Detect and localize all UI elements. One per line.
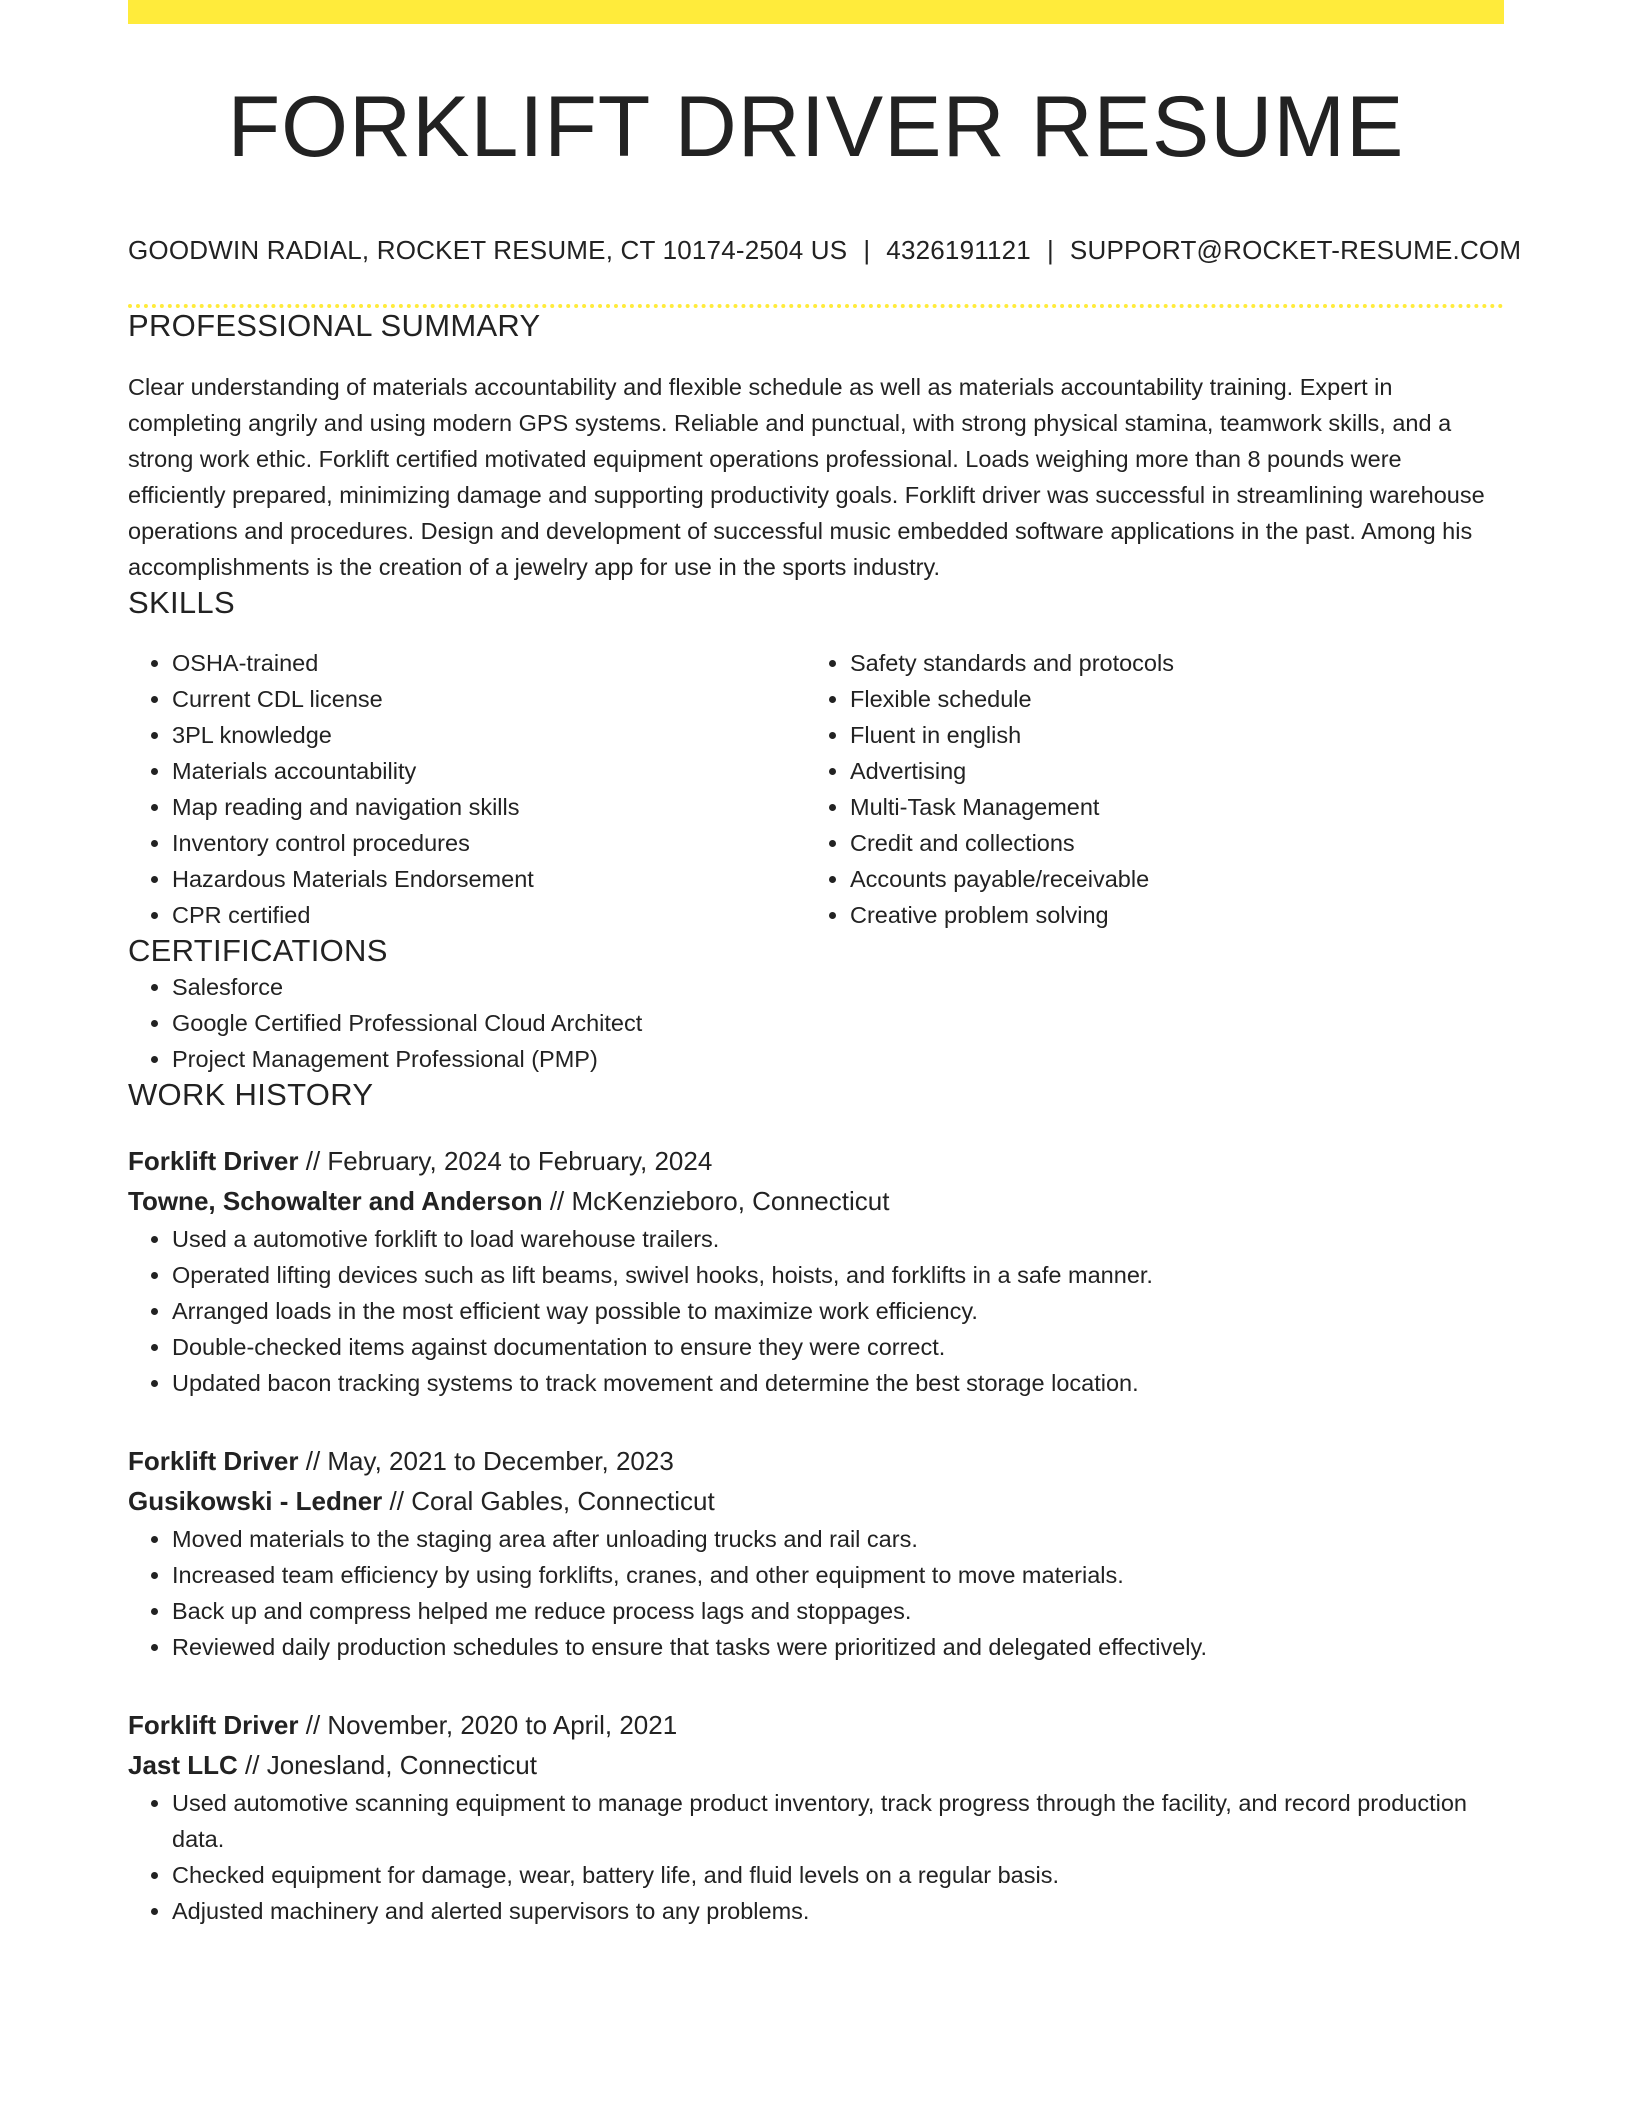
contact-separator: | [1046,234,1054,265]
job-company-line [128,1481,1504,1521]
job-title-line [128,1441,1504,1481]
job-entry [128,1441,1504,1665]
job-title: Forklift Driver [128,1445,299,1476]
skills-column-right [806,645,1484,933]
job-title-line [128,1141,1504,1181]
skill-item: • Advertising [850,753,1484,789]
job-bullet: • Back up and compress helped me reduce process lags and stoppages. [172,1593,1504,1629]
skill-item: • Accounts payable/receivable [850,861,1484,897]
job-company-line [128,1181,1504,1221]
job-bullet: • Updated bacon tracking systems to track movement and determine the best storage location. [172,1365,1504,1401]
job-entry [128,1705,1504,1929]
job-bullets [128,1521,1504,1665]
accent-top-bar [128,0,1504,24]
skill-item: • Multi-Task Management [850,789,1484,825]
skill-item: • Fluent in english [850,717,1484,753]
skill-item: • Inventory control procedures [172,825,806,861]
job-bullet: • Used automotive scanning equipment to manage product inventory, track progress through the facility, and record production data. [172,1785,1504,1857]
skill-item: • Flexible schedule [850,681,1484,717]
job-bullet: • Double-checked items against documentation to ensure they were correct. [172,1329,1504,1365]
job-title: Forklift Driver [128,1709,299,1740]
job-bullet: • Used a automotive forklift to load warehouse trailers. [172,1221,1504,1257]
skill-item: • Current CDL license [172,681,806,717]
resume-page [128,0,1522,1929]
work-history-heading: WORK HISTORY [128,1076,374,1112]
job-location: // Coral Gables, Connecticut [382,1485,715,1516]
contact-email: SUPPORT@ROCKET-RESUME.COM [1069,234,1522,265]
job-title: Forklift Driver [128,1145,299,1176]
skill-item: • 3PL knowledge [172,717,806,753]
skills-list-right [806,645,1484,933]
resume-title: FORKLIFT DRIVER RESUME [227,79,1405,175]
certifications-list [128,969,1504,1077]
skills-columns [128,645,1504,933]
skills-column-left [128,645,806,933]
job-dates: // November, 2020 to April, 2021 [298,1709,678,1740]
contact-address: GOODWIN RADIAL, ROCKET RESUME, CT 10174-2504 US [128,234,848,265]
certifications-heading: CERTIFICATIONS [128,932,388,968]
job-entry [128,1141,1504,1401]
job-bullet: • Checked equipment for damage, wear, battery life, and fluid levels on a regular basis. [172,1857,1504,1893]
skills-heading: SKILLS [128,584,235,620]
job-dates: // February, 2024 to February, 2024 [298,1145,713,1176]
skill-item: • CPR certified [172,897,806,933]
contact-separator: | [863,234,871,265]
skill-item: • Materials accountability [172,753,806,789]
job-bullet: • Adjusted machinery and alerted supervisors to any problems. [172,1893,1504,1929]
job-bullets [128,1785,1504,1929]
certification-item: • Project Management Professional (PMP) [172,1041,1504,1077]
job-company-line [128,1745,1504,1785]
skill-item: • Map reading and navigation skills [172,789,806,825]
job-bullet: • Operated lifting devices such as lift beams, swivel hooks, hoists, and forklifts in a safe manner. [172,1257,1504,1293]
skill-item: • Credit and collections [850,825,1484,861]
job-location: // Jonesland, Connecticut [237,1749,537,1780]
contact-phone: 4326191121 [886,234,1031,265]
job-title-line [128,1705,1504,1745]
job-location: // McKenzieboro, Connecticut [542,1185,890,1216]
job-bullets [128,1221,1504,1401]
job-company: Towne, Schowalter and Anderson [128,1185,543,1216]
job-bullet: • Increased team efficiency by using forklifts, cranes, and other equipment to move materials. [172,1557,1504,1593]
job-bullet: • Arranged loads in the most efficient way possible to maximize work efficiency. [172,1293,1504,1329]
summary-heading: PROFESSIONAL SUMMARY [128,307,541,343]
job-bullet: • Reviewed daily production schedules to ensure that tasks were prioritized and delegated effectively. [172,1629,1504,1665]
skill-item: • OSHA-trained [172,645,806,681]
summary-text: Clear understanding of materials accountability and flexible schedule as well as materials accountability training. Expert in completing angrily and using modern GPS systems. Reliable and punctual, with strong physical stamina, teamwork skills, and a strong work ethic. Forklift certified motivated equipment operations professional. Loads weighing more than 8 pounds were efficiently prepared, minimizing damage and supporting productivity goals. Forklift driver was successful in streamlining warehouse operations and procedures. Design and development of successful music embedded software applications in the past. Among his accomplishments is the creation of a jewelry app for use in the sports industry. [128,373,1485,580]
skill-item: • Safety standards and protocols [850,645,1484,681]
certification-item: • Salesforce [172,969,1504,1005]
contact-line [128,234,1522,266]
job-bullet: • Moved materials to the staging area after unloading trucks and rail cars. [172,1521,1504,1557]
job-company: Gusikowski - Ledner [128,1485,383,1516]
job-dates: // May, 2021 to December, 2023 [298,1445,674,1476]
skill-item: • Hazardous Materials Endorsement [172,861,806,897]
skills-list-left [128,645,806,933]
certification-item: • Google Certified Professional Cloud Architect [172,1005,1504,1041]
skill-item: • Creative problem solving [850,897,1484,933]
job-company: Jast LLC [128,1749,238,1780]
